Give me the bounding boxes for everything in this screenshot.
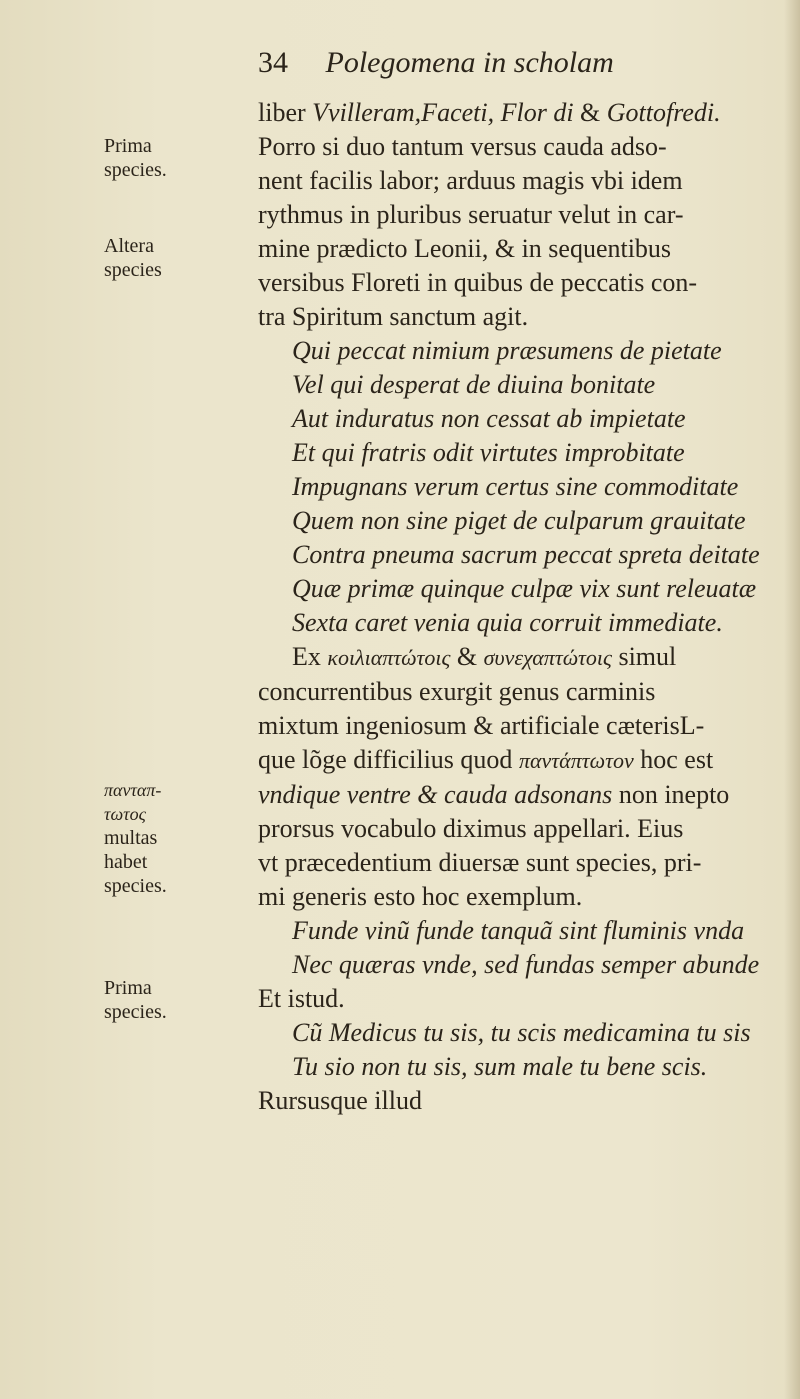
text-run: simul <box>611 642 677 671</box>
text-run: non inepto <box>612 780 730 809</box>
margin-note-line: Altera <box>104 235 154 257</box>
text-line <box>258 743 778 778</box>
text-line <box>258 96 778 130</box>
text-line: vt præcedentium diuersæ sunt species, pri- <box>258 848 702 877</box>
text-line <box>258 778 778 812</box>
text-run: & <box>573 98 607 127</box>
verse-line: Tu sio non tu sis, sum male tu bene scis. <box>292 1052 708 1081</box>
greek-term: κοιλιαπτώτοις <box>327 645 451 670</box>
text-line: mine prædicto Leonii, & in sequentibus <box>258 234 672 263</box>
margin-note-line: species. <box>104 875 167 897</box>
verse-line: Contra pneuma sacrum peccat spreta deitate <box>292 540 760 569</box>
text-line: Et istud. <box>258 984 345 1013</box>
running-title: Polegomena in scholam <box>325 46 614 79</box>
margin-note-line: τωτος <box>104 804 146 824</box>
text-run: hoc est <box>633 745 714 774</box>
text-line: Rursusque illud <box>258 1086 422 1115</box>
text-line: mixtum ingeniosum & artificiale cæterisL- <box>258 711 705 740</box>
verse-line: Quæ primæ quinque culpæ vix sunt releuatæ <box>292 574 757 603</box>
verse-line: Aut induratus non cessat ab impietate <box>292 404 686 433</box>
text-line: mi generis esto hoc exemplum. <box>258 882 583 911</box>
verse-line: Et qui fratris odit virtutes improbitate <box>292 438 685 467</box>
text-line: concurrentibus exurgit genus carminis <box>258 677 656 706</box>
page-number: 34 <box>258 46 288 79</box>
verse-line: Impugnans verum certus sine commoditate <box>292 472 739 501</box>
main-text <box>258 96 778 1118</box>
text-line: Porro si duo tantum versus cauda adso- <box>258 132 667 161</box>
verse-line: Quem non sine piget de culparum grauitate <box>292 506 746 535</box>
text-line: versibus Floreti in quibus de peccatis con- <box>258 268 698 297</box>
margin-note-line: multas <box>104 827 158 849</box>
text-run: Vvilleram,Faceti, Flor di <box>312 98 574 127</box>
text-run: Gottofredi. <box>606 98 721 127</box>
margin-note-line: species <box>104 259 162 281</box>
text-run: Ex <box>292 642 328 671</box>
verse-line: Vel qui desperat de diuina bonitate <box>292 370 656 399</box>
text-run: liber <box>258 98 313 127</box>
text-line: nent facilis labor; arduus magis vbi idem <box>258 166 683 195</box>
running-header <box>258 46 614 80</box>
text-run: & <box>450 642 484 671</box>
page-edge-shadow <box>784 0 800 1399</box>
text-line: tra Spiritum sanctum agit. <box>258 302 529 331</box>
text-line <box>258 640 778 675</box>
verse-line: Cũ Medicus tu sis, tu scis medicamina tu sis <box>292 1018 751 1047</box>
margin-note-2 <box>104 234 254 282</box>
margin-note-4 <box>104 976 254 1024</box>
text-line: prorsus vocabulo diximus appellari. Eius <box>258 814 684 843</box>
greek-term: συνεχαπτώτοις <box>483 645 612 670</box>
verse-line: Sexta caret venia quia corruit immediate. <box>292 608 723 637</box>
margin-note-line: Prima <box>104 977 152 999</box>
margin-note-line: Prima <box>104 135 152 157</box>
margin-note-line: πανταπ- <box>104 780 162 800</box>
greek-term: παντάπτωτον <box>518 748 634 773</box>
margin-note-line: habet <box>104 851 148 873</box>
text-line: rythmus in pluribus seruatur velut in car- <box>258 200 684 229</box>
verse-line: Qui peccat nimium præsumens de pietate <box>292 336 722 365</box>
text-run: que lõge difficilius quod <box>258 745 519 774</box>
verse-line: Nec quæras vnde, sed fundas semper abunde <box>292 950 760 979</box>
margin-note-3 <box>104 778 254 898</box>
text-run: vndique ventre & cauda adsonans <box>258 780 613 809</box>
verse-line: Funde vinũ funde tanquã sint fluminis vnda <box>292 916 745 945</box>
margin-note-1 <box>104 134 254 182</box>
margin-note-line: species. <box>104 1001 167 1023</box>
margin-note-line: species. <box>104 159 167 181</box>
